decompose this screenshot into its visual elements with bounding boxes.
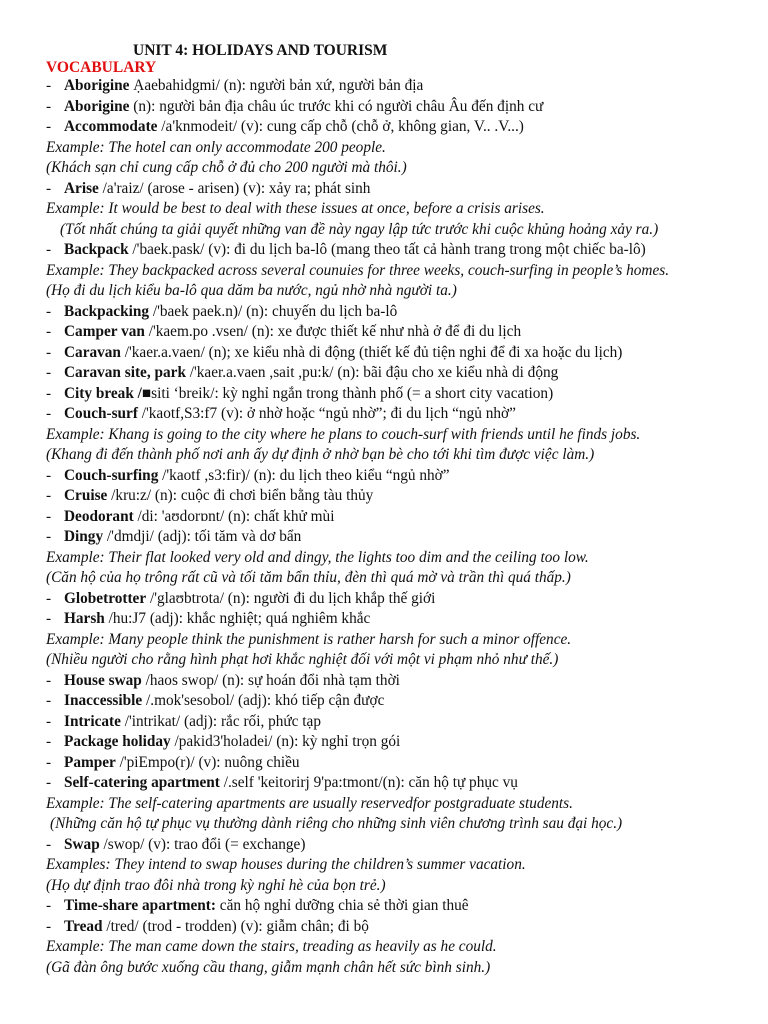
vocab-definition: /'kaotf ,s3:fir)/ (n): du lịch theo kiểu “ngủ nhờ” [158, 466, 450, 484]
vocab-term: City break /■ [64, 384, 152, 402]
example-sentence: (Họ đi du lịch kiểu ba-lô qua dăm ba nước, ngủ nhờ nhà người ta.) [46, 282, 457, 299]
vocab-term: House swap [64, 671, 142, 689]
example-sentence: Example: They backpacked across several counuies for three weeks, couch-surfing in people’s homes. [46, 261, 670, 279]
vocab-entry [46, 486, 746, 507]
vocab-entry [46, 507, 746, 528]
vocab-definition: (n): người bản địa châu úc trước khi có người châu Âu đến định cư [129, 97, 544, 115]
vocab-entry [46, 363, 746, 384]
unit-title: UNIT 4: HOLIDAYS AND TOURISM [133, 42, 388, 59]
document-page [46, 42, 746, 978]
vocab-term: Tread [64, 917, 103, 935]
vocab-definition: siti ‘breik/: kỳ nghỉ ngắn trong thành phố (= a short city vacation) [151, 384, 554, 402]
bullet-dash: - [46, 712, 52, 730]
vocab-term: Harsh [64, 610, 105, 627]
vocab-definition: /haos swop/ (n): sự hoán đổi nhà tạm thời [141, 671, 400, 689]
bullet-dash: - [46, 384, 52, 402]
bullet-dash: - [46, 917, 52, 935]
bullet-dash: - [46, 77, 52, 94]
example-sentence: Example: The self-catering apartments are usually reservedfor postgraduate students. [46, 794, 573, 812]
vocab-term: Swap [64, 835, 100, 853]
vocab-term: Inaccessible [64, 692, 143, 709]
vocab-definition: /'baek paek.n)/ (n): chuyến du lịch ba-lô [149, 302, 398, 320]
vocab-term: Self-catering apartment [64, 774, 220, 791]
example-sentence: Example: Khang is going to the city where he plans to couch-surf with friends until he finds jobs. [46, 425, 641, 443]
vocab-entry [46, 466, 746, 487]
vocab-entry [46, 76, 746, 97]
vocab-entry [46, 384, 746, 405]
vocab-term: Caravan site, park [64, 364, 186, 381]
vocab-entry [46, 691, 746, 712]
vocab-entry [46, 527, 746, 548]
vocab-definition: /'kaer.a.vaen/ (n); xe kiểu nhà di động (thiết kế đủ tiện nghi để đi xa hoặc du lịch) [120, 343, 623, 361]
vocab-entry [46, 753, 746, 774]
vocab-definition: /a'knmodeit/ (v): cung cấp chỗ (chỗ ở, không gian, V.. .V...) [157, 118, 524, 135]
section-heading: VOCABULARY [46, 59, 157, 76]
vocab-entry [46, 773, 746, 794]
vocab-definition: /.self 'keitorirj 9'pa:tmont/(n): căn hộ tự phục vụ [219, 774, 518, 791]
vocab-term: Cruise [64, 487, 108, 504]
bullet-dash: - [46, 671, 52, 689]
example-sentence: Example: Their flat looked very old and dingy, the lights too dim and the ceiling too low. [46, 548, 589, 566]
vocab-term: Globetrotter [64, 589, 147, 607]
vocab-term: Time-share apartment: [64, 897, 216, 914]
bullet-dash: - [46, 118, 52, 135]
vocab-entry [46, 97, 746, 118]
vocab-term: Couch-surfing [64, 466, 159, 484]
vocab-entry [46, 732, 746, 753]
bullet-dash: - [46, 835, 52, 853]
example-sentence: Example: The man came down the stairs, treading as heavily as he could. [46, 938, 497, 955]
vocab-term: Aborigine [64, 77, 130, 94]
vocab-definition: /kru:z/ (n): cuộc đi chơi biển bằng tàu thủy [107, 487, 374, 504]
example-sentence: (Khách sạn chỉ cung cấp chỗ ở đủ cho 200 người mà thôi.) [46, 159, 407, 176]
vocab-definition: /di: 'aʊdorɒnt/ (n): chất khử mùi [133, 507, 335, 525]
example-sentence: (Nhiều người cho rằng hình phạt hơi khắc nghiệt đối với một vi phạm nhỏ như thế.) [46, 651, 559, 668]
vocab-term: Intricate [64, 712, 121, 730]
vocab-entry [46, 896, 746, 917]
vocab-entry [46, 117, 746, 138]
vocab-term: Couch-surf [64, 405, 138, 422]
vocab-entry [46, 609, 746, 630]
vocab-entry [46, 671, 746, 692]
bullet-dash: - [46, 364, 52, 381]
example-sentence: (Căn hộ của họ trông rất cũ và tối tăm bẩn thỉu, đèn thì quá mờ và trần thì quá thấp.) [46, 569, 571, 586]
vocab-definition: /a'raiz/ (arose - arisen) (v): xảy ra; phát sinh [98, 179, 371, 197]
example-sentence: Example: Many people think the punishment is rather harsh for such a minor offence. [46, 630, 572, 648]
vocab-term: Caravan [64, 343, 121, 361]
vocabulary-list [46, 76, 746, 978]
example-sentence: (Những căn hộ tự phục vụ thường dành riêng cho những sinh viên chương trình sau đại học.) [50, 815, 623, 832]
vocab-definition: /.mok'sesobol/ (adj): khó tiếp cận được [142, 692, 385, 709]
bullet-dash: - [46, 507, 52, 525]
vocab-definition: /'kaotf,S3:f7 (v): ở nhờ hoặc “ngủ nhờ”; đi du lịch “ngủ nhờ” [137, 405, 516, 422]
vocab-term: Accommodate [64, 118, 158, 135]
bullet-dash: - [46, 774, 52, 791]
bullet-dash: - [46, 302, 52, 320]
vocab-definition: /'piEmpo(r)/ (v): nuông chiều [115, 753, 300, 771]
vocab-definition: /hu:J7 (adj): khắc nghiệt; quá nghiêm khắc [104, 610, 371, 627]
vocab-term: Pamper [64, 753, 116, 771]
vocab-term: Dingy [64, 528, 104, 545]
bullet-dash: - [46, 610, 52, 627]
example-sentence: (Tốt nhất chúng ta giải quyết những van đề này ngay lập tức trước khi cuộc khủng hoảng xảy ra.) [60, 220, 659, 238]
vocab-definition: căn hộ nghỉ dưỡng chia sẻ thời gian thuê [215, 897, 469, 914]
vocab-term: Package holiday [64, 733, 171, 750]
vocab-term: Deodorant [64, 507, 134, 525]
vocab-definition: /'dmdji/ (adj): tối tăm và dơ bẩn [103, 528, 302, 545]
vocab-definition: /'kaem.po .vsen/ (n): xe được thiết kế như nhà ở để đi du lịch [144, 323, 522, 340]
vocab-definition: Ạaebahidgmi/ (n): người bản xứ, người bản địa [129, 77, 424, 94]
vocab-entry [46, 179, 746, 200]
vocab-entry [46, 322, 746, 343]
bullet-dash: - [46, 241, 52, 258]
bullet-dash: - [46, 692, 52, 709]
bullet-dash: - [46, 733, 52, 750]
bullet-dash: - [46, 589, 52, 607]
vocab-entry [46, 404, 746, 425]
vocab-entry [46, 240, 746, 261]
bullet-dash: - [46, 343, 52, 361]
vocab-entry [46, 589, 746, 610]
vocab-definition: /'kaer.a.vaen ,sait ,pu:k/ (n): bãi đậu cho xe kiểu nhà di động [185, 364, 559, 381]
vocab-entry [46, 835, 746, 856]
example-sentence: Example: It would be best to deal with these issues at once, before a crisis arises. [46, 200, 545, 217]
example-sentence: Examples: They intend to swap houses during the children’s summer vacation. [46, 856, 526, 873]
vocab-definition: /'baek.pask/ (v): đi du lịch ba-lô (mang theo tất cả hành trang trong một chiếc ba-lô) [128, 241, 646, 258]
vocab-definition: /pakid3'holadei/ (n): kỳ nghỉ trọn gói [170, 733, 401, 750]
vocab-definition: /tred/ (trod - trodden) (v): giẫm chân; đi bộ [102, 917, 369, 935]
example-sentence: Example: The hotel can only accommodate 200 people. [46, 138, 386, 156]
bullet-dash: - [46, 97, 52, 115]
vocab-definition: /swop/ (v): trao đổi (= exchange) [99, 835, 306, 853]
vocab-term: Backpacking [64, 302, 150, 320]
vocab-entry [46, 712, 746, 733]
example-sentence: (Họ dự định trao đôi nhà trong kỳ nghỉ hè của bọn trẻ.) [46, 876, 386, 894]
vocab-entry [46, 343, 746, 364]
vocab-entry [46, 302, 746, 323]
vocab-definition: /'intrikat/ (adj): rắc rối, phức tạp [120, 712, 321, 730]
bullet-dash: - [46, 528, 52, 545]
vocab-term: Backpack [64, 241, 129, 258]
vocab-term: Camper van [64, 323, 145, 340]
bullet-dash: - [46, 753, 52, 771]
vocab-term: Aborigine [64, 97, 130, 115]
example-sentence: (Gã đàn ông bước xuống cầu thang, giẫm mạnh chân hết sức bình sinh.) [46, 958, 491, 976]
example-sentence: (Khang đi đến thành phố nơi anh ấy dự định ở nhờ bạn bè cho tới khi tìm được việc làm.) [46, 446, 595, 463]
bullet-dash: - [46, 466, 52, 484]
vocab-term: Arise [64, 179, 99, 197]
bullet-dash: - [46, 323, 52, 340]
bullet-dash: - [46, 897, 52, 914]
vocab-entry [46, 917, 746, 938]
vocab-definition: /'glaʊbtrota/ (n): người đi du lịch khắp thế giới [146, 589, 436, 607]
bullet-dash: - [46, 487, 52, 504]
bullet-dash: - [46, 405, 52, 422]
bullet-dash: - [46, 179, 52, 197]
